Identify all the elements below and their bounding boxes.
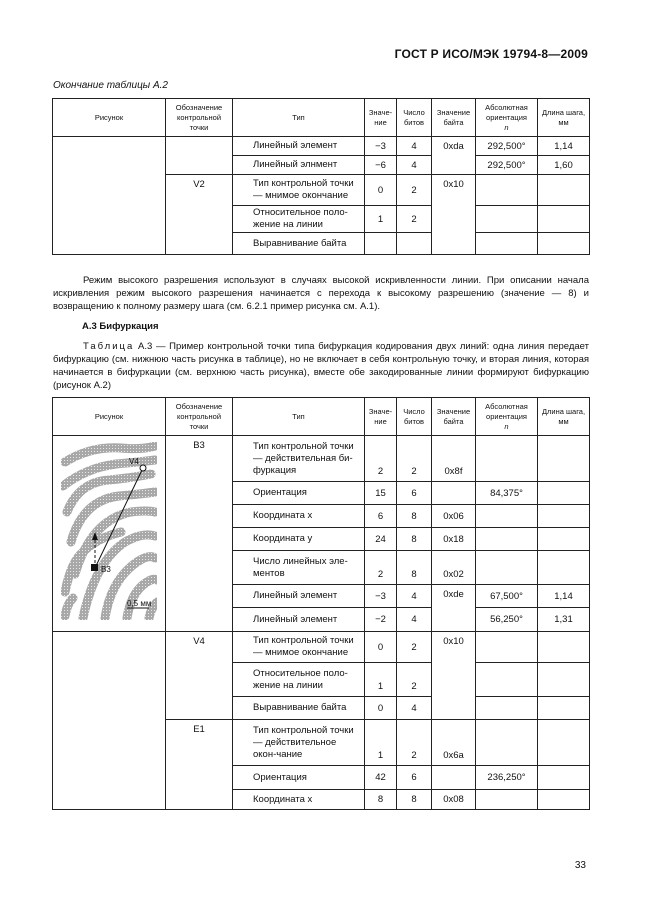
bits-cell: 6	[397, 482, 432, 505]
bits-cell: 2	[397, 663, 432, 697]
col-value: Значе-ние	[365, 99, 397, 137]
col-type: Тип	[233, 99, 365, 137]
orientation-cell	[476, 790, 538, 810]
ending-marker-icon	[140, 465, 146, 471]
col-byte: Значение байта	[432, 398, 476, 436]
col-byte: Значение байта	[432, 99, 476, 137]
bits-cell: 8	[397, 790, 432, 810]
value-cell: 2	[365, 551, 397, 585]
bifurcation-marker-icon	[91, 564, 98, 571]
step-cell	[538, 790, 590, 810]
byte-cell: 0x18	[432, 528, 476, 551]
byte-cell	[432, 482, 476, 505]
point-cell: E1	[166, 720, 233, 810]
orientation-cell	[476, 632, 538, 663]
byte-cell: 0xde	[432, 585, 476, 632]
orientation-cell: 292,500°	[476, 156, 538, 175]
value-cell	[365, 233, 397, 255]
type-cell: Число линейных эле-ментов	[233, 551, 365, 585]
col-figure: Рисунок	[53, 398, 166, 436]
value-cell: 15	[365, 482, 397, 505]
label-b3: B3	[101, 565, 111, 574]
paragraph-high-resolution: Режим высокого разрешения используют в случаях высокой искривленности линии. При описании начала искривления режим высокого разрешения начинается с перехода к высокому разрешению (значение — 8) и возвращению к полному размеру шага (см. 6.2.1 пример рисунка см. А.1).	[53, 275, 589, 312]
step-cell	[538, 233, 590, 255]
value-cell: 0	[365, 632, 397, 663]
byte-cell: 0x10	[432, 632, 476, 720]
scale-label: 0,5 мм	[127, 599, 152, 608]
bits-cell: 4	[397, 137, 432, 156]
byte-cell: 0x08	[432, 790, 476, 810]
value-cell: 8	[365, 790, 397, 810]
type-cell: Тип контрольной точки — действительная би-фуркация	[233, 436, 365, 482]
value-cell: 2	[365, 436, 397, 482]
col-designation: Обозначение контрольной точки	[166, 99, 233, 137]
step-cell	[538, 505, 590, 528]
type-cell: Координата y	[233, 528, 365, 551]
orientation-cell	[476, 697, 538, 720]
label-v4: V4	[129, 457, 139, 466]
table-a3-header-row	[53, 398, 590, 436]
byte-cell: 0x8f	[432, 436, 476, 482]
col-type: Тип	[233, 398, 365, 436]
byte-cell: 0x06	[432, 505, 476, 528]
type-cell: Относительное поло-жение на линии	[233, 663, 365, 697]
orientation-cell: 292,500°	[476, 137, 538, 156]
col-figure: Рисунок	[53, 99, 166, 137]
orientation-cell	[476, 505, 538, 528]
step-cell	[538, 697, 590, 720]
orientation-cell	[476, 233, 538, 255]
bits-cell: 2	[397, 632, 432, 663]
bits-cell: 2	[397, 720, 432, 766]
table-a3	[52, 397, 590, 810]
type-cell: Тип контрольной точки — действительное окон-чание	[233, 720, 365, 766]
col-value: Значе-ние	[365, 398, 397, 436]
bits-cell: 4	[397, 585, 432, 608]
point-cell: V4	[166, 632, 233, 720]
type-cell: Линейный элнмент	[233, 156, 365, 175]
orientation-cell: 67,500°	[476, 585, 538, 608]
bits-cell: 4	[397, 697, 432, 720]
orientation-cell	[476, 528, 538, 551]
figure-cell	[53, 436, 166, 632]
value-cell: 1	[365, 206, 397, 233]
col-bits: Число битов	[397, 99, 432, 137]
bits-cell: 2	[397, 175, 432, 206]
type-cell: Выравнивание байта	[233, 697, 365, 720]
step-cell	[538, 206, 590, 233]
value-cell: −6	[365, 156, 397, 175]
step-cell	[538, 482, 590, 505]
col-bits: Число битов	[397, 398, 432, 436]
page-number: 33	[574, 860, 586, 871]
col-orientation: Абсолютная ориентация n	[476, 99, 538, 137]
type-cell: Ориентация	[233, 766, 365, 790]
document-header: ГОСТ Р ИСО/МЭК 19794-8—2009	[394, 47, 588, 61]
step-cell	[538, 720, 590, 766]
orientation-cell: 84,375°	[476, 482, 538, 505]
value-cell: 0	[365, 697, 397, 720]
point-cell	[166, 137, 233, 175]
bits-cell: 4	[397, 608, 432, 632]
orientation-cell	[476, 436, 538, 482]
byte-cell: 0x10	[432, 175, 476, 255]
step-cell	[538, 766, 590, 790]
orientation-cell: 56,250°	[476, 608, 538, 632]
type-cell: Координата x	[233, 790, 365, 810]
table-row	[53, 436, 590, 482]
step-cell	[538, 551, 590, 585]
bits-cell: 4	[397, 156, 432, 175]
figure-cell-empty	[53, 137, 166, 255]
step-cell: 1,60	[538, 156, 590, 175]
fingerprint-figure	[61, 442, 157, 620]
step-cell: 1,14	[538, 585, 590, 608]
table-row	[53, 632, 590, 663]
value-cell: −2	[365, 608, 397, 632]
type-cell: Линейный элемент	[233, 585, 365, 608]
type-cell: Относительное поло-жение на линии	[233, 206, 365, 233]
col-designation: Обозначение контрольной точки	[166, 398, 233, 436]
step-cell	[538, 436, 590, 482]
figure-cell-empty	[53, 632, 166, 810]
point-cell: B3	[166, 436, 233, 632]
orientation-cell: 236,250°	[476, 766, 538, 790]
value-cell: −3	[365, 137, 397, 156]
step-cell	[538, 663, 590, 697]
col-step: Длина шага, мм	[538, 398, 590, 436]
orientation-cell	[476, 175, 538, 206]
byte-cell	[432, 766, 476, 790]
bits-cell: 8	[397, 528, 432, 551]
value-cell: 6	[365, 505, 397, 528]
orientation-cell	[476, 663, 538, 697]
orientation-cell	[476, 206, 538, 233]
value-cell: 1	[365, 663, 397, 697]
value-cell: 1	[365, 720, 397, 766]
table-row	[53, 137, 590, 156]
type-cell: Выравнивание байта	[233, 233, 365, 255]
table-a2-header-row	[53, 99, 590, 137]
bits-cell: 2	[397, 436, 432, 482]
type-cell: Координата x	[233, 505, 365, 528]
type-cell: Линейный элемент	[233, 608, 365, 632]
byte-cell: 0x6a	[432, 720, 476, 766]
value-cell: 42	[365, 766, 397, 790]
byte-cell: 0x02	[432, 551, 476, 585]
byte-cell: 0xda	[432, 137, 476, 175]
paragraph-table-a3-intro: Таблица А.3 — Пример контрольной точки типа бифуркация кодирования двух линий: одна линия передает бифуркацию (см. нижнюю часть рисунка в таблице), но не включает в себя контрольную точку, и вторая линия, которая начинается в бифуркации (см. верхнюю часть рисунка), вместе обе закодированные линии формируют бифуркацию (рисунок А.2)	[53, 341, 590, 391]
bits-cell: 2	[397, 206, 432, 233]
step-cell: 1,14	[538, 137, 590, 156]
type-cell: Ориентация	[233, 482, 365, 505]
col-step: Длина шага, мм	[538, 99, 590, 137]
value-cell: 24	[365, 528, 397, 551]
section-title: А.3 Бифуркация	[82, 321, 159, 332]
step-cell	[538, 175, 590, 206]
type-cell: Линейный элемент	[233, 137, 365, 156]
bits-cell: 8	[397, 551, 432, 585]
step-cell	[538, 632, 590, 663]
type-cell: Тип контрольной точки — мнимое окончание	[233, 632, 365, 663]
value-cell: 0	[365, 175, 397, 206]
bits-cell: 6	[397, 766, 432, 790]
table-a2	[52, 98, 590, 255]
type-cell: Тип контрольной точки — мнимое окончание	[233, 175, 365, 206]
step-cell	[538, 528, 590, 551]
col-orientation: Абсолютная ориентация n	[476, 398, 538, 436]
table-a2-caption: Окончание таблицы А.2	[53, 80, 168, 91]
orientation-cell	[476, 551, 538, 585]
step-cell: 1,31	[538, 608, 590, 632]
point-cell: V2	[166, 175, 233, 255]
bits-cell	[397, 233, 432, 255]
orientation-cell	[476, 720, 538, 766]
bits-cell: 8	[397, 505, 432, 528]
value-cell: −3	[365, 585, 397, 608]
